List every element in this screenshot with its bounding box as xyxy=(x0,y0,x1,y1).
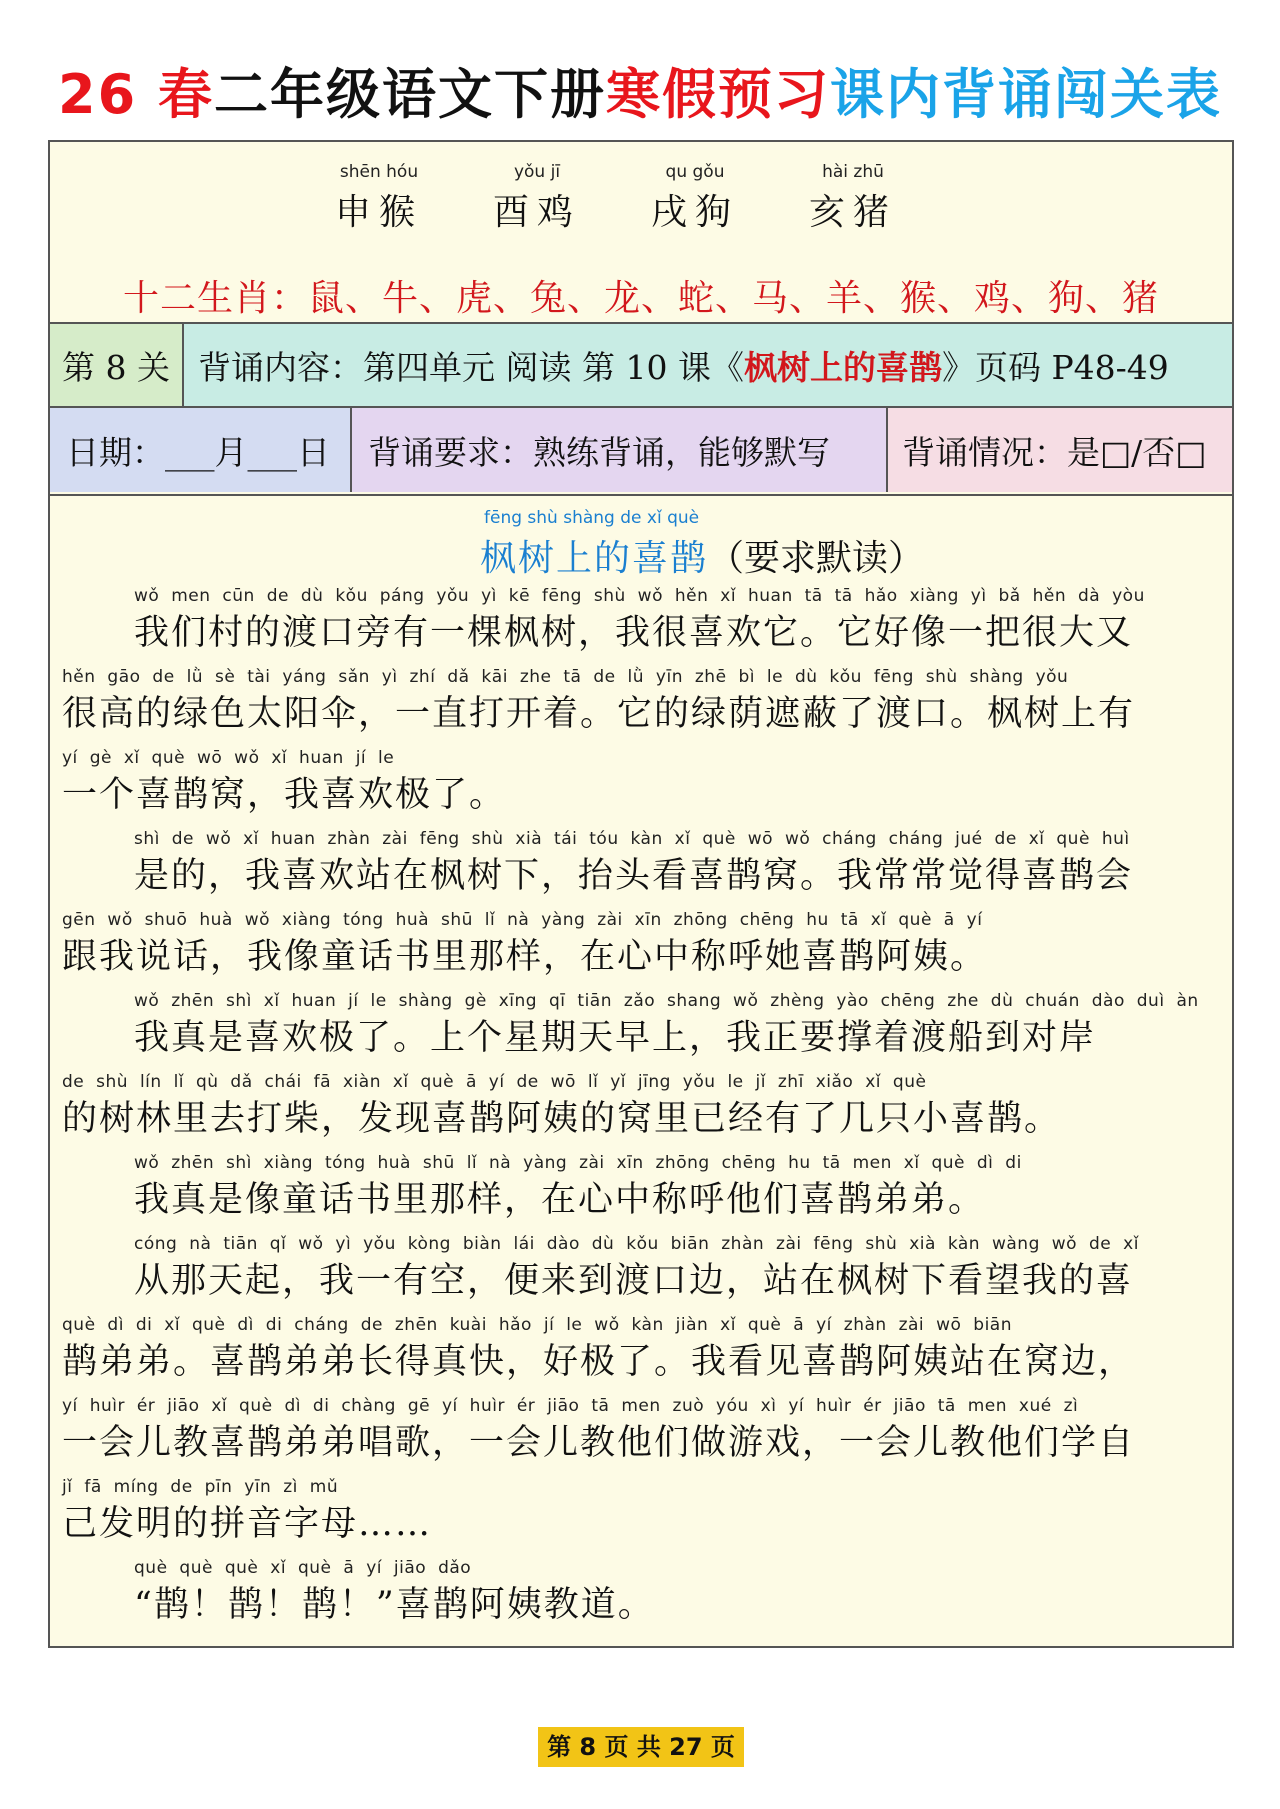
line-text: 跟我说话，我像童话书里那样，在心中称呼她喜鹊阿姨。 xyxy=(62,937,988,977)
text-line xyxy=(62,829,1222,910)
text-line xyxy=(62,1234,1222,1315)
zodiac-pair xyxy=(304,162,454,235)
text-line xyxy=(62,1558,1222,1639)
recite-status-checkbox[interactable]: 背诵情况：是□/否□ xyxy=(888,408,1232,492)
line-pinyin: què dì di xǐ què dì di cháng de zhēn kuài hǎo jí le wǒ kàn jiàn xǐ què ā yí zhàn zài wō biān xyxy=(62,1315,1012,1335)
line-text: 我们村的渡口旁有一棵枫树，我很喜欢它。它好像一把很大又 xyxy=(134,613,1134,653)
text-line xyxy=(62,586,1222,667)
text-line xyxy=(62,910,1222,991)
zodiac-text: 酉鸡 xyxy=(492,192,581,233)
text-line xyxy=(62,1153,1222,1234)
passage-title xyxy=(480,508,924,581)
page-number: 第 8 页 共 27 页 xyxy=(538,1727,744,1767)
line-pinyin: hěn gāo de lǜ sè tài yáng sǎn yì zhí dǎ kāi zhe tā de lǜ yīn zhē bì le dù kǒu fēng shù shàng yǒu xyxy=(62,667,1069,687)
content-prefix: 背诵内容：第四单元 阅读 第 10 课《 xyxy=(198,347,744,387)
text-line xyxy=(62,1072,1222,1153)
zodiac-text: 戌狗 xyxy=(650,192,739,233)
line-text: 的树林里去打柴，发现喜鹊阿姨的窝里已经有了几只小喜鹊。 xyxy=(62,1099,1062,1139)
passage-title-pinyin: fēng shù shàng de xǐ què xyxy=(484,508,700,528)
line-pinyin: cóng nà tiān qǐ wǒ yì yǒu kòng biàn lái dào dù kǒu biān zhàn zài fēng shù xià kàn wàng wǒ de xǐ xyxy=(134,1234,1139,1254)
date-field[interactable]: 日期：___月___日 xyxy=(50,408,352,492)
line-pinyin: wǒ zhēn shì xǐ huan jí le shàng gè xīng qī tiān zǎo shang wǒ zhèng yào chēng zhe dù chuán dào duì àn xyxy=(134,991,1199,1011)
requirements-row xyxy=(50,406,1232,492)
level-row xyxy=(50,322,1232,406)
title-preview: 寒假预习 xyxy=(605,63,830,126)
line-pinyin: yí gè xǐ què wō wǒ xǐ huan jí le xyxy=(62,748,395,768)
line-pinyin: wǒ men cūn de dù kǒu páng yǒu yì kē fēng shù wǒ hěn xǐ huan tā tā hǎo xiàng yì bǎ hěn dà yòu xyxy=(134,586,1145,606)
line-text: 一会儿教喜鹊弟弟唱歌，一会儿教他们做游戏，一会儿教他们学自 xyxy=(62,1423,1136,1463)
zodiac-pair xyxy=(462,162,612,235)
line-text: 鹊弟弟。喜鹊弟弟长得真快，好极了。我看见喜鹊阿姨站在窝边， xyxy=(62,1342,1136,1382)
line-text: 是的，我喜欢站在枫树下，抬头看喜鹊窝。我常常觉得喜鹊会 xyxy=(134,856,1134,896)
zodiac-pinyin: shēn hóu xyxy=(339,162,419,182)
zodiac-pinyin: yǒu jī xyxy=(513,162,561,182)
zodiac-section xyxy=(50,142,1232,322)
text-line xyxy=(62,748,1222,829)
recitation-sheet xyxy=(48,140,1234,1648)
zodiac-text: 申猴 xyxy=(334,192,423,233)
line-pinyin: yí huìr ér jiāo xǐ què dì di chàng gē yí huìr ér jiāo tā men zuò yóu xì yí huìr ér jiāo tā men xué zì xyxy=(62,1396,1079,1416)
passage-section xyxy=(50,494,1232,1646)
line-text: “鹊！鹊！鹊！”喜鹊阿姨教道。 xyxy=(134,1585,655,1625)
level-label: 第 8 关 xyxy=(50,324,184,406)
line-pinyin: de shù lín lǐ qù dǎ chái fā xiàn xǐ què ā yí de wō lǐ yǐ jīng yǒu le jǐ zhī xiǎo xǐ què xyxy=(62,1072,927,1092)
line-text: 很高的绿色太阳伞，一直打开着。它的绿荫遮蔽了渡口。枫树上有 xyxy=(62,694,1136,734)
line-text: 我真是喜欢极了。上个星期天早上，我正要撑着渡船到对岸 xyxy=(134,1018,1097,1058)
line-pinyin: gēn wǒ shuō huà wǒ xiàng tóng huà shū lǐ nà yàng zài xīn zhōng chēng hu tā xǐ què ā yí xyxy=(62,910,983,930)
line-text: 我真是像童话书里那样，在心中称呼他们喜鹊弟弟。 xyxy=(134,1180,986,1220)
recite-content xyxy=(184,324,1232,406)
zodiac-pair xyxy=(620,162,770,235)
title-year: 26 春 xyxy=(58,63,214,126)
title-grade: 二年级语文下册 xyxy=(213,63,606,126)
text-line xyxy=(62,1477,1222,1558)
line-text: 己发明的拼音字母…… xyxy=(62,1504,433,1544)
page-title xyxy=(0,52,1280,129)
zodiac-pinyin: hài zhū xyxy=(822,162,884,182)
passage-title-note: （要求默读） xyxy=(708,538,925,579)
content-suffix: 》页码 P48-49 xyxy=(941,347,1169,387)
line-pinyin: shì de wǒ xǐ huan zhàn zài fēng shù xià tái tóu kàn xǐ què wō wǒ cháng cháng jué de xǐ què huì xyxy=(134,829,1130,849)
title-recite: 课内背诵闯关表 xyxy=(829,63,1222,126)
line-text: 从那天起，我一有空，便来到渡口边，站在枫树下看望我的喜 xyxy=(134,1261,1134,1301)
passage-title-text: 枫树上的喜鹊 xyxy=(480,538,709,579)
passage-lines xyxy=(62,586,1222,1639)
line-text: 一个喜鹊窝，我喜欢极了。 xyxy=(62,775,507,815)
line-pinyin: wǒ zhēn shì xiàng tóng huà shū lǐ nà yàng zài xīn zhōng chēng hu tā men xǐ què dì di xyxy=(134,1153,1022,1173)
text-line xyxy=(62,1396,1222,1477)
zodiac-text: 亥猪 xyxy=(808,192,897,233)
recite-requirement: 背诵要求：熟练背诵，能够默写 xyxy=(352,408,888,492)
zodiac-pinyin: qu gǒu xyxy=(665,162,725,182)
text-line xyxy=(62,991,1222,1072)
line-pinyin: jǐ fā míng de pīn yīn zì mǔ xyxy=(62,1477,339,1497)
zodiac-pair xyxy=(778,162,928,235)
lesson-title: 枫树上的喜鹊 xyxy=(743,347,942,387)
text-line xyxy=(62,667,1222,748)
zodiac-list: 十二生肖：鼠、牛、虎、兔、龙、蛇、马、羊、猴、鸡、狗、猪 xyxy=(122,278,1159,319)
line-pinyin: què què què xǐ què ā yí jiāo dǎo xyxy=(134,1558,472,1578)
text-line xyxy=(62,1315,1222,1396)
